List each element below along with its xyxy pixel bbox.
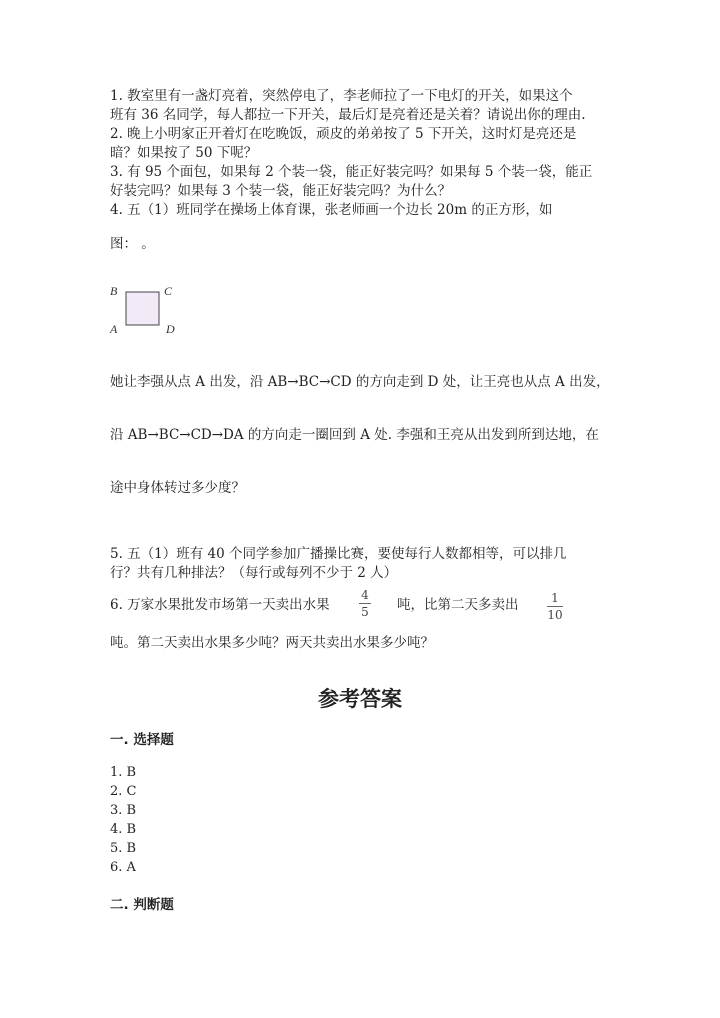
fraction-denominator: 10	[547, 608, 563, 622]
question-5-line-1: 5. 五（1）班有 40 个同学参加广播操比赛，要使每行人数都相等，可以排几	[110, 546, 567, 562]
answer-item: 4. B	[110, 822, 137, 837]
fraction-bar	[359, 603, 371, 604]
question-4-line-3: 她让李强从点 A 出发，沿 AB→BC→CD 的方向走到 D 处，让王亮也从点 A 出发，	[110, 374, 610, 390]
square-shape	[126, 292, 159, 325]
question-2-line-1: 2. 晚上小明家正开着灯在吃晚饭，顽皮的弟弟按了 5 下开关，这时灯是亮还是	[110, 126, 577, 142]
fraction-one-tenth	[547, 591, 563, 622]
fraction-denominator: 5	[361, 605, 369, 619]
fraction-numerator: 4	[361, 588, 369, 602]
answer-item: 2. C	[110, 784, 137, 799]
question-6-text-b: 吨，比第二天多卖出	[397, 597, 519, 613]
question-4-line-4: 沿 AB→BC→CD→DA 的方向走一圈回到 A 处. 李强和王亮从出发到所到达地，在	[110, 427, 599, 443]
answer-item: 3. B	[110, 803, 137, 818]
vertex-label-c: C	[164, 284, 173, 298]
vertex-label-a: A	[110, 322, 118, 336]
question-3-line-1: 3. 有 95 个面包，如果每 2 个装一袋，能正好装完吗？如果每 5 个装一袋，能正	[110, 164, 593, 180]
fraction-numerator: 1	[551, 591, 559, 605]
fraction-four-fifths	[359, 588, 371, 619]
question-1-line-1: 1. 教室里有一盏灯亮着，突然停电了，李老师拉了一下电灯的开关，如果这个	[110, 88, 573, 104]
answer-item: 5. B	[110, 841, 137, 856]
question-6-line-2: 吨。第二天卖出水果多少吨？两天共卖出水果多少吨？	[110, 635, 434, 651]
vertex-label-b: B	[110, 284, 118, 298]
section-choice-heading: 一. 选择题	[110, 732, 174, 748]
question-5-line-2: 行？共有几种排法？（每行或每列不少于 2 人）	[110, 565, 398, 581]
square-figure	[108, 282, 188, 342]
question-2-line-2: 暗？如果按了 50 下呢？	[110, 145, 258, 161]
question-1-line-2: 班有 36 名同学，每人都拉一下开关，最后灯是亮着还是关着？请说出你的理由.	[110, 107, 586, 123]
fraction-bar	[547, 606, 563, 607]
question-4-line-1: 4. 五（1）班同学在操场上体育课，张老师画一个边长 20m 的正方形，如	[110, 202, 553, 218]
answers-title: 参考答案	[318, 687, 402, 711]
answer-item: 6. A	[110, 860, 136, 875]
vertex-label-d: D	[166, 322, 175, 336]
section-judge-heading: 二. 判断题	[110, 897, 174, 913]
question-4-line-5: 途中身体转过多少度？	[110, 480, 245, 496]
question-6-text-a: 6. 万家水果批发市场第一天卖出水果	[110, 597, 330, 613]
question-3-line-2: 好装完吗？如果每 3 个装一袋，能正好装完吗？为什么？	[110, 183, 452, 199]
answer-item: 1. B	[110, 765, 137, 780]
question-4-line-2: 图： 。	[110, 236, 155, 252]
